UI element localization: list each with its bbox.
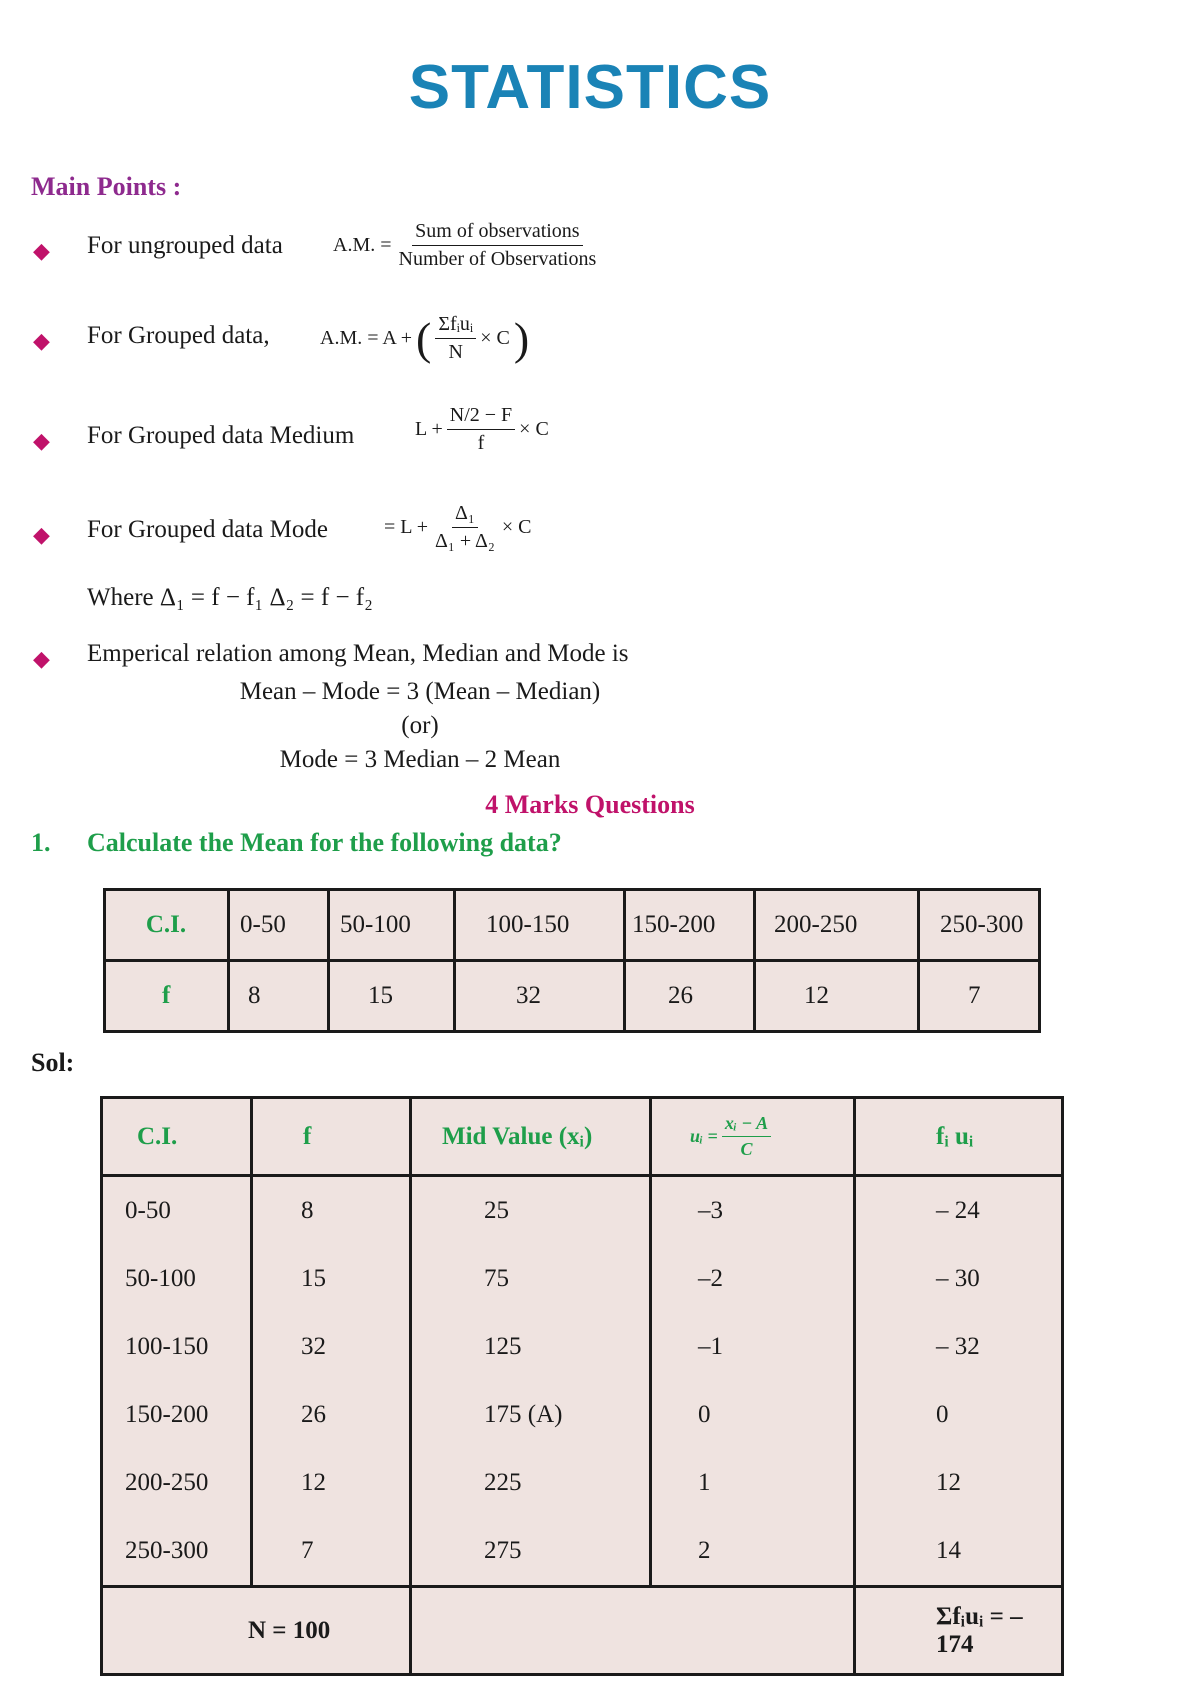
numerator: N/2 − F	[447, 404, 515, 430]
fraction	[435, 313, 476, 364]
formula-lhs: A.M. = A +	[320, 327, 413, 349]
u-fraction	[722, 1113, 771, 1160]
table-row	[102, 1245, 1063, 1313]
u-lhs: uᵢ =	[690, 1126, 718, 1146]
cell-f: 15	[252, 1245, 411, 1313]
question-number: 1.	[31, 828, 51, 857]
page-title: STATISTICS	[408, 53, 772, 122]
point-label: For ungrouped data	[87, 232, 283, 259]
table-header-cell: C.I.	[105, 890, 229, 961]
cell-f: 26	[252, 1381, 411, 1449]
cell-fu: 12	[855, 1449, 1063, 1517]
header-mid-value: Mid Value (xᵢ)	[411, 1098, 651, 1176]
cell-f: 12	[252, 1449, 411, 1517]
cell-ci: 100-150	[102, 1313, 252, 1381]
numerator: Σfᵢuᵢ	[435, 313, 476, 339]
cell-ci: 0-50	[102, 1176, 252, 1246]
bullet-icon: ◆	[33, 428, 50, 453]
section-title: 4 Marks Questions	[485, 790, 695, 819]
cell-x: 125	[411, 1313, 651, 1381]
empirical-line-1: Mean – Mode = 3 (Mean – Median)	[239, 678, 601, 705]
fraction	[447, 404, 515, 455]
total-n: N = 100	[102, 1587, 411, 1675]
formula-tail: × C	[501, 516, 532, 538]
cell-u: 1	[651, 1449, 855, 1517]
formula-mean-grouped	[320, 312, 529, 365]
formula-median	[415, 404, 549, 455]
cell-x: 175 (A)	[411, 1381, 651, 1449]
right-paren: )	[513, 313, 530, 364]
cell-f: 8	[252, 1176, 411, 1246]
header-fu: fᵢ uᵢ	[855, 1098, 1063, 1176]
empirical-line-2: (or)	[401, 712, 439, 739]
cell-ci: 50-100	[102, 1245, 252, 1313]
cell-fu: – 30	[855, 1245, 1063, 1313]
empirical-line-3: Mode = 3 Median – 2 Mean	[279, 746, 561, 773]
cell-x: 75	[411, 1245, 651, 1313]
table-cell: 100-150	[455, 890, 625, 961]
question-text: Calculate the Mean for the following data?	[87, 828, 562, 857]
cell-fu: 0	[855, 1381, 1063, 1449]
denominator: f	[477, 432, 485, 454]
cell-u: –1	[651, 1313, 855, 1381]
cell-ci: 250-300	[102, 1517, 252, 1587]
table-cell: 15	[329, 961, 455, 1032]
table-header-cell: f	[105, 961, 229, 1032]
u-denominator: C	[740, 1139, 753, 1159]
cell-fu: – 24	[855, 1176, 1063, 1246]
cell-x: 225	[411, 1449, 651, 1517]
table-cell: 200-250	[755, 890, 919, 961]
formula-tail: × C	[480, 327, 510, 349]
cell-f: 7	[252, 1517, 411, 1587]
formula-lhs: L +	[415, 418, 443, 440]
denominator: N	[448, 341, 463, 363]
point-label: For Grouped data,	[87, 322, 270, 349]
point-label: For Grouped data Medium	[87, 422, 355, 449]
formula-tail: × C	[519, 418, 549, 440]
formula-mean-ungrouped	[333, 220, 599, 271]
table-cell: 50-100	[329, 890, 455, 961]
formula-mode	[384, 502, 532, 553]
denominator: Number of Observations	[398, 248, 597, 270]
u-numerator: xᵢ − A	[722, 1113, 771, 1137]
cell-f: 32	[252, 1313, 411, 1381]
table-row	[102, 1313, 1063, 1381]
table-row	[102, 1449, 1063, 1517]
table-row	[102, 1176, 1063, 1246]
cell-ci: 150-200	[102, 1381, 252, 1449]
numerator: Δ₁	[452, 502, 478, 528]
header-f: f	[252, 1098, 411, 1176]
table-cell: 32	[455, 961, 625, 1032]
bullet-icon: ◆	[33, 646, 50, 671]
table-cell: 7	[919, 961, 1040, 1032]
cell-u: –3	[651, 1176, 855, 1246]
cell-x: 275	[411, 1517, 651, 1587]
cell-ci: 200-250	[102, 1449, 252, 1517]
point-label: For Grouped data Mode	[87, 516, 328, 543]
cell-fu: 14	[855, 1517, 1063, 1587]
header-u	[651, 1098, 855, 1176]
header-ci: C.I.	[102, 1098, 252, 1176]
main-points-heading: Main Points :	[31, 172, 182, 201]
cell-u: 2	[651, 1517, 855, 1587]
total-blank	[411, 1587, 855, 1675]
numerator: Sum of observations	[412, 220, 582, 246]
left-paren: (	[416, 313, 432, 364]
total-fu: Σfᵢuᵢ = –174	[855, 1587, 1063, 1675]
table-cell: 26	[625, 961, 755, 1032]
formula-lhs: = L +	[384, 516, 429, 538]
frequency-table	[103, 888, 1041, 1033]
table-cell: 150-200	[625, 890, 755, 961]
cell-u: 0	[651, 1381, 855, 1449]
table-cell: 250-300	[919, 890, 1040, 961]
table-row	[105, 961, 1040, 1032]
empirical-label: Emperical relation among Mean, Median and Mode is	[87, 640, 629, 667]
table-total-row	[102, 1587, 1063, 1675]
fraction	[396, 220, 600, 271]
table-cell: 8	[229, 961, 329, 1032]
solution-table	[100, 1096, 1064, 1676]
table-cell: 12	[755, 961, 919, 1032]
bullet-icon: ◆	[33, 522, 50, 547]
table-cell: 0-50	[229, 890, 329, 961]
table-header-row	[102, 1098, 1063, 1176]
formula-lhs: A.M. =	[333, 234, 392, 256]
solution-label: Sol:	[31, 1048, 75, 1077]
cell-fu: – 32	[855, 1313, 1063, 1381]
bullet-icon: ◆	[33, 328, 50, 353]
cell-u: –2	[651, 1245, 855, 1313]
denominator: Δ₁ + Δ₂	[435, 530, 495, 552]
where-line: Where Δ₁ = f − f₁ Δ₂ = f − f₂	[87, 584, 373, 611]
table-row	[102, 1517, 1063, 1587]
bullet-icon: ◆	[33, 238, 50, 263]
table-row	[102, 1381, 1063, 1449]
cell-x: 25	[411, 1176, 651, 1246]
fraction	[432, 502, 498, 553]
table-row	[105, 890, 1040, 961]
